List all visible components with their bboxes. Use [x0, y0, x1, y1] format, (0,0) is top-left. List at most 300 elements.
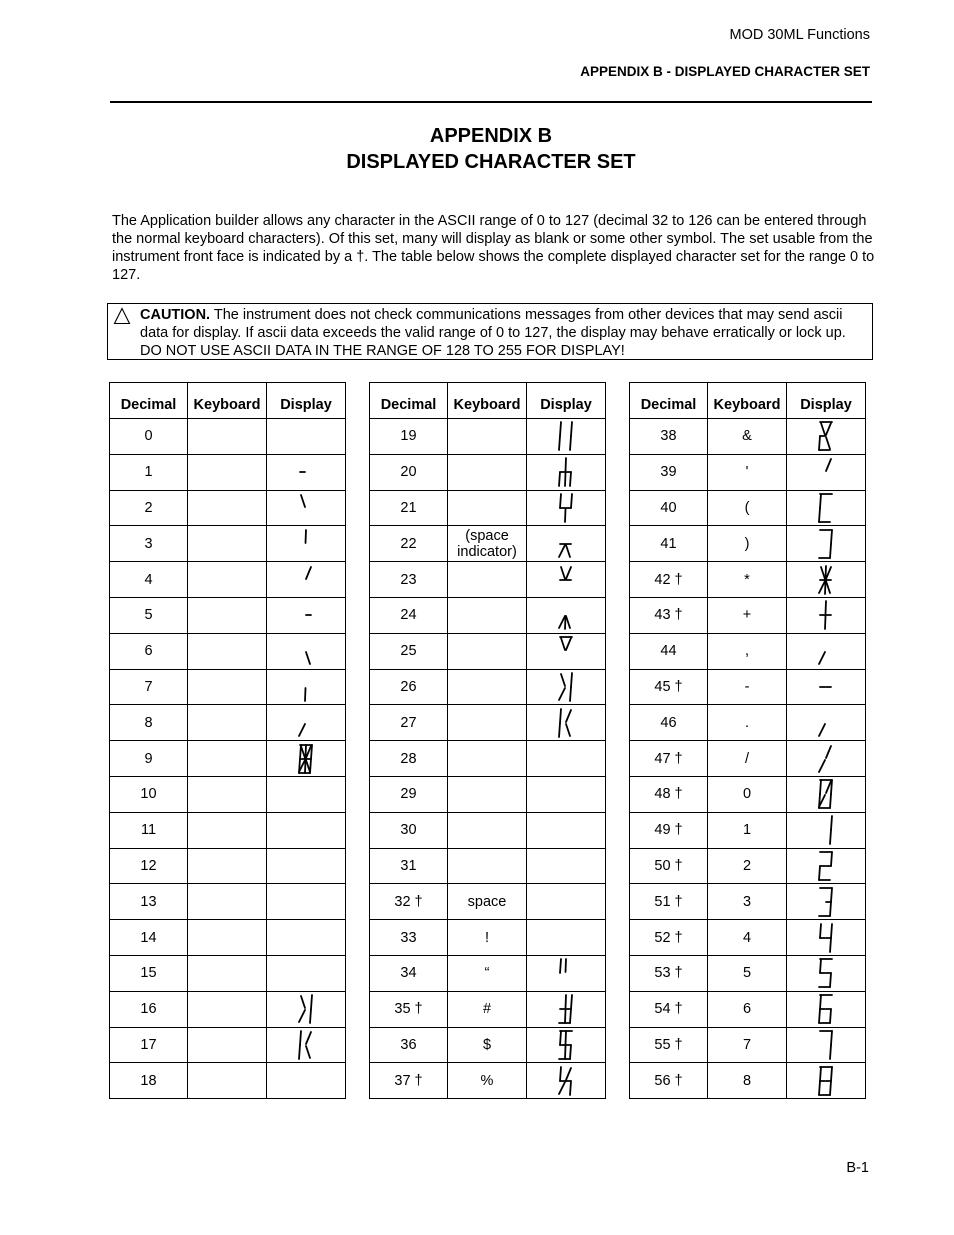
table-row — [110, 562, 346, 598]
table-row — [370, 812, 606, 848]
table-row — [370, 669, 606, 705]
display-cell — [787, 597, 866, 633]
character-table-3 — [629, 382, 866, 1099]
comma-glyph-icon — [816, 634, 836, 668]
segment-k — [819, 724, 825, 736]
table-row — [630, 812, 866, 848]
keyboard-cell — [448, 776, 527, 812]
display-cell — [527, 562, 606, 598]
table-row — [370, 955, 606, 991]
keyboard-cell: 8 — [708, 1063, 787, 1099]
display-cell — [267, 669, 346, 705]
segment-m — [826, 581, 830, 593]
table-row — [630, 848, 866, 884]
table-row — [630, 884, 866, 920]
segment-k — [559, 545, 565, 557]
table-row — [630, 669, 866, 705]
decimal-cell: 9 — [110, 741, 188, 777]
display-cell — [527, 526, 606, 562]
keyboard-cell — [448, 633, 527, 669]
display-cell — [527, 955, 606, 991]
keyboard-cell — [188, 1027, 267, 1063]
table-row — [110, 597, 346, 633]
segment-m — [306, 1046, 310, 1058]
display-cell — [527, 633, 606, 669]
segment-l — [565, 1010, 566, 1023]
keyboard-cell — [188, 633, 267, 669]
decimal-cell: 41 — [630, 526, 708, 562]
segment-f — [820, 924, 821, 938]
segment-c — [570, 472, 571, 486]
display-cell — [267, 526, 346, 562]
decimal-cell: 36 — [370, 1027, 448, 1063]
digit-4-glyph-icon — [816, 921, 836, 955]
decimal-cell: 3 — [110, 526, 188, 562]
segment-i — [566, 1031, 567, 1044]
keyboard-cell — [448, 562, 527, 598]
display-cell — [267, 1063, 346, 1099]
segment-l — [825, 581, 826, 594]
decimal-cell: 33 — [370, 920, 448, 956]
keyboard-cell: . — [708, 705, 787, 741]
table-row — [630, 526, 866, 562]
keyboard-cell: % — [448, 1063, 527, 1099]
segment-b — [571, 995, 572, 1009]
digit-5-glyph-icon — [816, 956, 836, 990]
segment-b — [831, 816, 832, 830]
segment-k — [559, 688, 565, 700]
decimal-cell: 14 — [110, 920, 188, 956]
intro-paragraph: The Application builder allows any character in the ASCII range of 0 to 127 (decimal 32 to 126 can be entered through the normal keyboard characters). Of this set, many will display as blank or some other symbol. The set usable from the instrument front face is indicated by a †. The table below shows the complete displayed character set for the range 0 to 127. — [112, 213, 875, 283]
display-cell — [787, 920, 866, 956]
caution-box — [107, 303, 873, 360]
dash-small-glyph-icon — [296, 455, 316, 489]
segment-b — [311, 995, 312, 1009]
segment-f — [820, 1067, 821, 1081]
keyboard-cell — [188, 490, 267, 526]
digit-1-glyph-icon — [816, 813, 836, 847]
caution-body: The instrument does not check communications messages from other devices that may send ascii data for display. If ascii data exceeds the valid range of 0 to 127, the display may behave erratically or lock up. DO NOT USE ASCII DATA IN THE RANGE OF 128 TO 255 FOR DISPLAY! — [140, 307, 846, 359]
table-row — [110, 812, 346, 848]
keyboard-cell: 7 — [708, 1027, 787, 1063]
table-row — [110, 419, 346, 455]
segment-e — [819, 866, 820, 880]
display-cell — [787, 669, 866, 705]
header-display: Display — [527, 383, 606, 419]
decimal-cell: 31 — [370, 848, 448, 884]
segment-b — [831, 852, 832, 866]
display-cell — [787, 776, 866, 812]
segment-c — [830, 938, 831, 952]
display-cell — [787, 562, 866, 598]
display-cell — [527, 776, 606, 812]
table-row — [110, 633, 346, 669]
display-cell — [267, 848, 346, 884]
segment-f — [560, 494, 561, 508]
segment-k — [559, 1082, 565, 1094]
segment-i — [566, 995, 567, 1008]
segment-e — [819, 1081, 820, 1095]
decimal-cell: 49 † — [630, 812, 708, 848]
segment-l — [825, 616, 826, 629]
dash-low-glyph-icon — [296, 598, 316, 632]
table-row — [370, 776, 606, 812]
decimal-cell: 10 — [110, 776, 188, 812]
decimal-cell: 6 — [110, 633, 188, 669]
keyboard-cell: ( — [708, 490, 787, 526]
slash-up-glyph-icon — [296, 563, 316, 597]
keyboard-cell: 5 — [708, 955, 787, 991]
page-number: B-1 — [846, 1160, 869, 1176]
keyboard-cell: 2 — [708, 848, 787, 884]
display-cell — [527, 920, 606, 956]
keyboard-cell: * — [708, 562, 787, 598]
segment-b — [831, 530, 832, 544]
decimal-cell: 55 † — [630, 1027, 708, 1063]
table-row — [110, 991, 346, 1027]
keyboard-cell — [448, 741, 527, 777]
table-row — [370, 741, 606, 777]
display-cell — [787, 1063, 866, 1099]
segment-m — [306, 652, 310, 664]
keyboard-cell — [188, 955, 267, 991]
keyboard-cell — [448, 490, 527, 526]
bracket-right-glyph-icon — [816, 527, 836, 561]
table-row — [370, 419, 606, 455]
decimal-cell: 45 † — [630, 669, 708, 705]
asterisk-glyph-icon — [816, 563, 836, 597]
display-cell — [787, 955, 866, 991]
header-rule — [110, 101, 872, 103]
keyboard-cell — [188, 884, 267, 920]
table-row — [110, 705, 346, 741]
display-cell — [787, 812, 866, 848]
decimal-cell: 11 — [110, 812, 188, 848]
table-row — [110, 776, 346, 812]
keyboard-cell: ! — [448, 920, 527, 956]
table-row — [110, 454, 346, 490]
segment-b — [831, 1031, 832, 1045]
slash-glyph-icon — [816, 742, 836, 776]
segment-l — [565, 473, 566, 486]
character-table-1 — [109, 382, 346, 1099]
table-row — [370, 920, 606, 956]
keyboard-cell: - — [708, 669, 787, 705]
display-cell — [267, 741, 346, 777]
decimal-cell: 52 † — [630, 920, 708, 956]
keyboard-cell — [188, 597, 267, 633]
display-cell — [527, 705, 606, 741]
segment-c — [570, 687, 571, 701]
decimal-cell: 56 † — [630, 1063, 708, 1099]
table-row — [370, 454, 606, 490]
segment-m — [826, 437, 830, 449]
decimal-cell: 47 † — [630, 741, 708, 777]
display-cell — [787, 1027, 866, 1063]
space-indicator-glyph-icon — [556, 527, 576, 561]
character-table-2 — [369, 382, 606, 1099]
decimal-cell: 43 † — [630, 597, 708, 633]
segment-f — [820, 494, 821, 508]
table-header-row — [110, 383, 346, 419]
keyboard-cell — [188, 741, 267, 777]
segment-j — [826, 423, 831, 435]
keyboard-cell: 6 — [708, 991, 787, 1027]
table-row — [110, 848, 346, 884]
keyboard-cell: ) — [708, 526, 787, 562]
table-row — [630, 991, 866, 1027]
display-cell — [787, 705, 866, 741]
keyboard-cell — [188, 920, 267, 956]
keyboard-cell: 3 — [708, 884, 787, 920]
table-header-row — [370, 383, 606, 419]
display-cell — [267, 991, 346, 1027]
running-header-section: MOD 30ML Functions — [729, 27, 870, 43]
display-cell — [527, 812, 606, 848]
table-row — [630, 454, 866, 490]
segment-j — [566, 638, 571, 650]
pi-like-glyph-icon — [556, 455, 576, 489]
segment-m — [566, 616, 570, 628]
display-cell — [267, 776, 346, 812]
table-row — [630, 1027, 866, 1063]
display-cell — [267, 884, 346, 920]
table-row — [370, 705, 606, 741]
keyboard-cell — [448, 848, 527, 884]
table-header-row — [630, 383, 866, 419]
segment-f — [560, 1031, 561, 1045]
segment-j — [566, 710, 571, 722]
keyboard-cell: & — [708, 419, 787, 455]
segment-l — [565, 616, 566, 629]
table-row — [370, 490, 606, 526]
keyboard-cell — [448, 669, 527, 705]
segment-f — [820, 959, 821, 973]
decimal-cell: 4 — [110, 562, 188, 598]
decimal-cell: 34 — [370, 955, 448, 991]
segment-e — [559, 472, 560, 486]
segment-e — [559, 723, 560, 737]
digit-0-glyph-icon — [816, 777, 836, 811]
segment-e — [299, 1045, 300, 1059]
keyboard-cell: “ — [448, 955, 527, 991]
segment-f — [560, 709, 561, 723]
segment-b — [831, 1067, 832, 1081]
decimal-cell: 35 † — [370, 991, 448, 1027]
segment-f — [300, 1031, 301, 1045]
segment-b — [831, 888, 832, 902]
display-cell — [267, 955, 346, 991]
keyboard-cell: ' — [708, 454, 787, 490]
keyboard-cell — [448, 454, 527, 490]
segment-e — [819, 1009, 820, 1023]
display-cell — [527, 597, 606, 633]
psi-like-glyph-icon — [556, 491, 576, 525]
keyboard-cell — [188, 1063, 267, 1099]
decimal-cell: 18 — [110, 1063, 188, 1099]
display-cell — [787, 454, 866, 490]
keyboard-cell: , — [708, 633, 787, 669]
display-cell — [527, 490, 606, 526]
warning-triangle-icon — [113, 307, 131, 325]
arrow-right-glyph-icon — [556, 670, 576, 704]
decimal-cell: 20 — [370, 454, 448, 490]
segment-j — [826, 746, 831, 758]
table-row — [630, 776, 866, 812]
display-cell — [527, 848, 606, 884]
display-cell — [527, 1063, 606, 1099]
table-row — [630, 490, 866, 526]
header-keyboard: Keyboard — [448, 383, 527, 419]
decimal-cell: 48 † — [630, 776, 708, 812]
keyboard-cell — [448, 597, 527, 633]
segment-m — [306, 760, 310, 772]
segment-c — [830, 902, 831, 916]
minus-glyph-icon — [816, 670, 836, 704]
table-row — [370, 633, 606, 669]
header-decimal: Decimal — [110, 383, 188, 419]
keyboard-cell: (space indicator) — [448, 526, 527, 562]
segment-k — [819, 581, 825, 593]
keyboard-cell: # — [448, 991, 527, 1027]
segment-j — [306, 1032, 311, 1044]
decimal-cell: 19 — [370, 419, 448, 455]
header-decimal: Decimal — [630, 383, 708, 419]
keyboard-cell — [188, 419, 267, 455]
display-cell — [267, 562, 346, 598]
display-cell — [267, 705, 346, 741]
table-row — [630, 597, 866, 633]
segment-k — [819, 760, 825, 772]
segment-f — [820, 780, 821, 794]
segment-c — [830, 1081, 831, 1095]
decimal-cell: 28 — [370, 741, 448, 777]
segment-i — [566, 458, 567, 471]
segment-j — [566, 1068, 571, 1080]
table-row — [110, 1027, 346, 1063]
decimal-cell: 16 — [110, 991, 188, 1027]
display-cell — [787, 991, 866, 1027]
bracket-left-glyph-icon — [816, 491, 836, 525]
backslash-low-glyph-icon — [296, 634, 316, 668]
arrow-left-glyph-icon — [556, 706, 576, 740]
segment-h — [561, 674, 565, 686]
keyboard-cell — [188, 526, 267, 562]
decimal-cell: 7 — [110, 669, 188, 705]
decimal-cell: 54 † — [630, 991, 708, 1027]
decimal-cell: 12 — [110, 848, 188, 884]
table-row — [630, 741, 866, 777]
decimal-cell: 23 — [370, 562, 448, 598]
table-row — [110, 526, 346, 562]
decimal-cell: 38 — [630, 419, 708, 455]
arrow-left-glyph-icon — [296, 1028, 316, 1062]
segment-i — [306, 530, 307, 543]
decimal-cell: 8 — [110, 705, 188, 741]
segment-b — [571, 673, 572, 687]
triangle-down-high-glyph-icon — [556, 634, 576, 668]
segment-j — [306, 567, 311, 579]
segment-h — [561, 567, 565, 579]
digit-7-glyph-icon — [816, 1028, 836, 1062]
keyboard-cell — [448, 419, 527, 455]
segment-b — [571, 422, 572, 436]
segment-e — [819, 508, 820, 522]
segment-c — [830, 830, 831, 844]
bar-low-glyph-icon — [296, 670, 316, 704]
decimal-cell: 5 — [110, 597, 188, 633]
segment-f — [560, 422, 561, 436]
lambda-low-glyph-icon — [556, 598, 576, 632]
segment-l — [565, 509, 566, 522]
decimal-cell: 0 — [110, 419, 188, 455]
segment-h — [821, 567, 825, 579]
keyboard-cell: $ — [448, 1027, 527, 1063]
display-cell — [787, 633, 866, 669]
quote-glyph-icon — [556, 956, 576, 990]
caution-label: CAUTION. — [140, 307, 211, 323]
segment-l — [565, 1046, 566, 1059]
display-cell — [527, 991, 606, 1027]
table-row — [110, 741, 346, 777]
table-row — [630, 705, 866, 741]
display-cell — [267, 490, 346, 526]
decimal-cell: 44 — [630, 633, 708, 669]
table-row — [110, 920, 346, 956]
keyboard-cell: 4 — [708, 920, 787, 956]
keyboard-cell — [188, 454, 267, 490]
segment-h — [301, 996, 305, 1008]
keyboard-cell — [188, 848, 267, 884]
keyboard-cell: 1 — [708, 812, 787, 848]
keyboard-cell: / — [708, 741, 787, 777]
header-display: Display — [267, 383, 346, 419]
title-line-2: DISPLAYED CHARACTER SET — [346, 151, 636, 173]
display-cell — [787, 419, 866, 455]
display-cell — [267, 812, 346, 848]
segment-c — [570, 436, 571, 450]
table-row — [630, 920, 866, 956]
percent-glyph-icon — [556, 1064, 576, 1098]
decimal-cell: 37 † — [370, 1063, 448, 1099]
keyboard-cell — [188, 669, 267, 705]
table-row — [630, 419, 866, 455]
decimal-cell: 26 — [370, 669, 448, 705]
display-cell — [787, 526, 866, 562]
page-title — [110, 123, 872, 175]
table-row — [630, 562, 866, 598]
keyboard-cell — [448, 705, 527, 741]
display-cell — [527, 454, 606, 490]
segment-i — [826, 601, 827, 614]
arrow-right-glyph-icon — [296, 992, 316, 1026]
segment-c — [830, 973, 831, 987]
decimal-cell: 22 — [370, 526, 448, 562]
slash-low-glyph-icon — [296, 706, 316, 740]
all-segments-glyph-icon — [296, 742, 316, 776]
decimal-cell: 24 — [370, 597, 448, 633]
table-row — [370, 526, 606, 562]
segment-j — [826, 781, 831, 793]
decimal-cell: 46 — [630, 705, 708, 741]
table-row — [110, 669, 346, 705]
header-decimal: Decimal — [370, 383, 448, 419]
display-cell — [267, 633, 346, 669]
digit-6-glyph-icon — [816, 992, 836, 1026]
segment-l — [305, 688, 306, 701]
table-row — [630, 633, 866, 669]
segment-b — [831, 924, 832, 938]
